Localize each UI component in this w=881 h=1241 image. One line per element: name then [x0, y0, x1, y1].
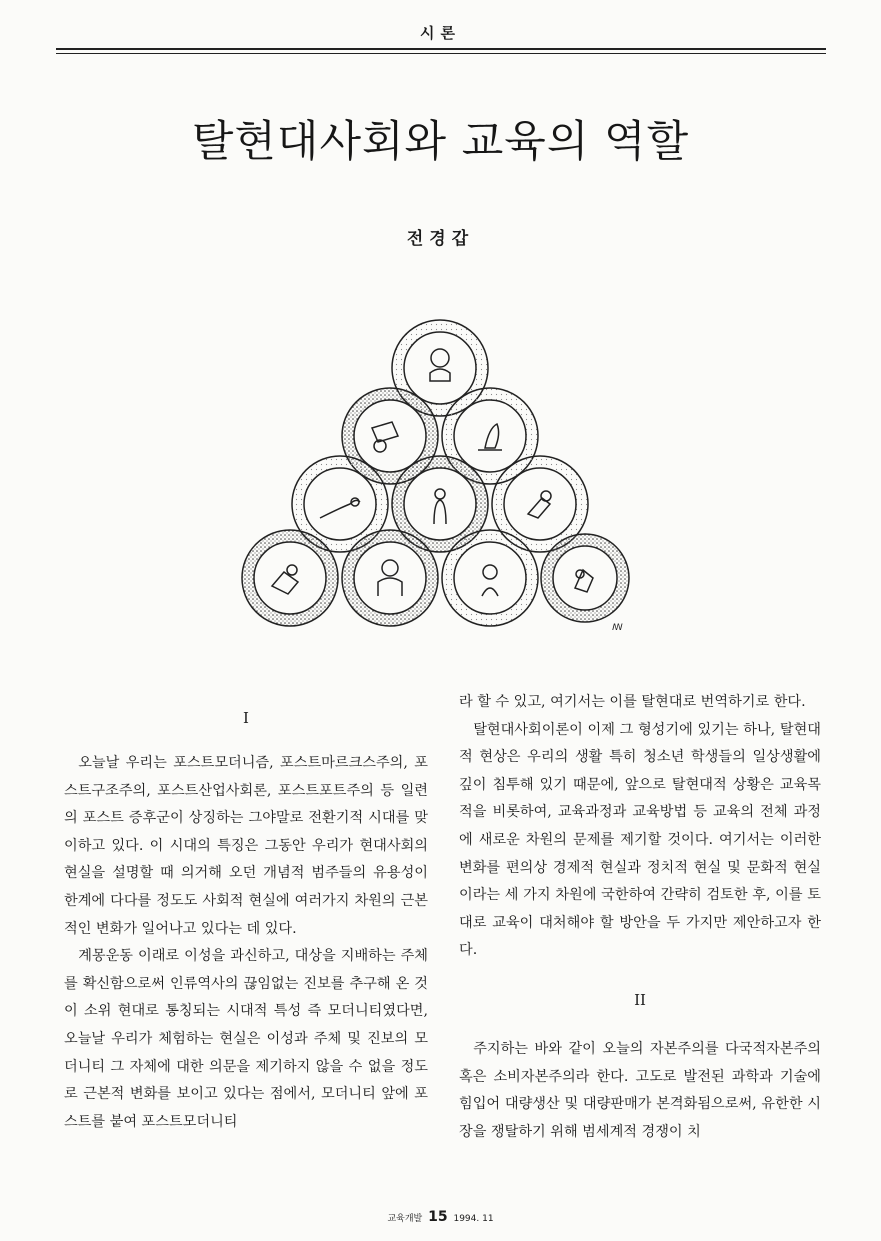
- section-heading-2: II: [634, 990, 646, 1009]
- article-title: 탈현대사회와 교육의 역할: [191, 117, 690, 167]
- issue-date: 1994. 11: [453, 1214, 494, 1224]
- header-rule: [56, 48, 826, 50]
- paragraph-continued: 라 할 수 있고, 여기서는 이를 탈현대로 번역하기로 한다.: [459, 694, 806, 710]
- page-number: 15: [428, 1209, 448, 1225]
- page-footer: [0, 1209, 881, 1225]
- paragraph: 계몽운동 이래로 이성을 과신하고, 대상을 지배하는 주체를 확신함으로써 인류역사의 끊임없는 진보를 추구해 온 것이 소위 현대로 통칭되는 시대적 특성 즉 모더니티였다면, 오늘날 우리가 체험하는 현실은 이성과 주체 및 진보의 모더니티 그 자체에 대한 의문을 제기하지 않을 수 없을 정도로 근본적 변화를 보이고 있다는 점에서, 모더니티 앞에 포스트를 붙여 포스트모더니티: [64, 948, 428, 1130]
- header-rule-thin: [56, 53, 826, 54]
- magazine-name: 교육개발: [387, 1214, 423, 1224]
- artist-signature-icon: ꟿ: [612, 623, 623, 633]
- ring-row4-3: [442, 530, 538, 626]
- paragraph: 오늘날 우리는 포스트모더니즘, 포스트마르크스주의, 포스트구조주의, 포스트산업사회론, 포스트포트주의 등 일련의 포스트 증후군이 상징하는 그야말로 전환기적 시대를 맞이하고 있다. 이 시대의 특징은 그동안 우리가 현대사회의 현실을 설명할 때 의거해 오던 개념적 범주들의 유용성이 한계에 다다를 정도도 사회적 현실에 여러가지 차원의 근본적인 변화가 일어나고 있다는 데 있다.: [64, 755, 428, 937]
- ring-row4-4: [541, 534, 629, 622]
- paragraph: 주지하는 바와 같이 오늘의 자본주의를 다국적자본주의 혹은 소비자본주의라 한다. 고도로 발전된 과학과 기술에 힘입어 대량생산 및 대량판매가 본격화됨으로써, 유한한 시장을 쟁탈하기 위해 범세계적 경쟁이 치: [459, 1040, 821, 1140]
- ring-row4-1: [242, 530, 338, 626]
- right-column: [459, 689, 821, 1146]
- section-heading-1: I: [243, 709, 249, 727]
- paragraph: 탈현대사회이론이 이제 그 형성기에 있기는 하나, 탈현대적 현상은 우리의 생활 특히 청소년 학생들의 일상생활에 깊이 침투해 있기 때문에, 앞으로 탈현대적 상황은 교육목적을 비롯하여, 교육과정과 교육방법 등 교육의 전체 과정에 새로운 차원의 문제를 제기할 것이다. 여기서는 이러한 변화를 편의상 경제적 현실과 정치적 현실 및 문화적 현실이라는 세 가지 차원에 국한하여 간략히 검토한 후, 이를 토대로 교육이 대처해야 할 방안을 두 가지만 제안하고자 한다.: [459, 721, 821, 959]
- article-author: 전경갑: [406, 229, 475, 249]
- section-label: 시론: [420, 24, 461, 42]
- ring-row4-2: [342, 530, 438, 626]
- circles-pyramid-illustration: [240, 318, 640, 658]
- left-column: [64, 705, 428, 1136]
